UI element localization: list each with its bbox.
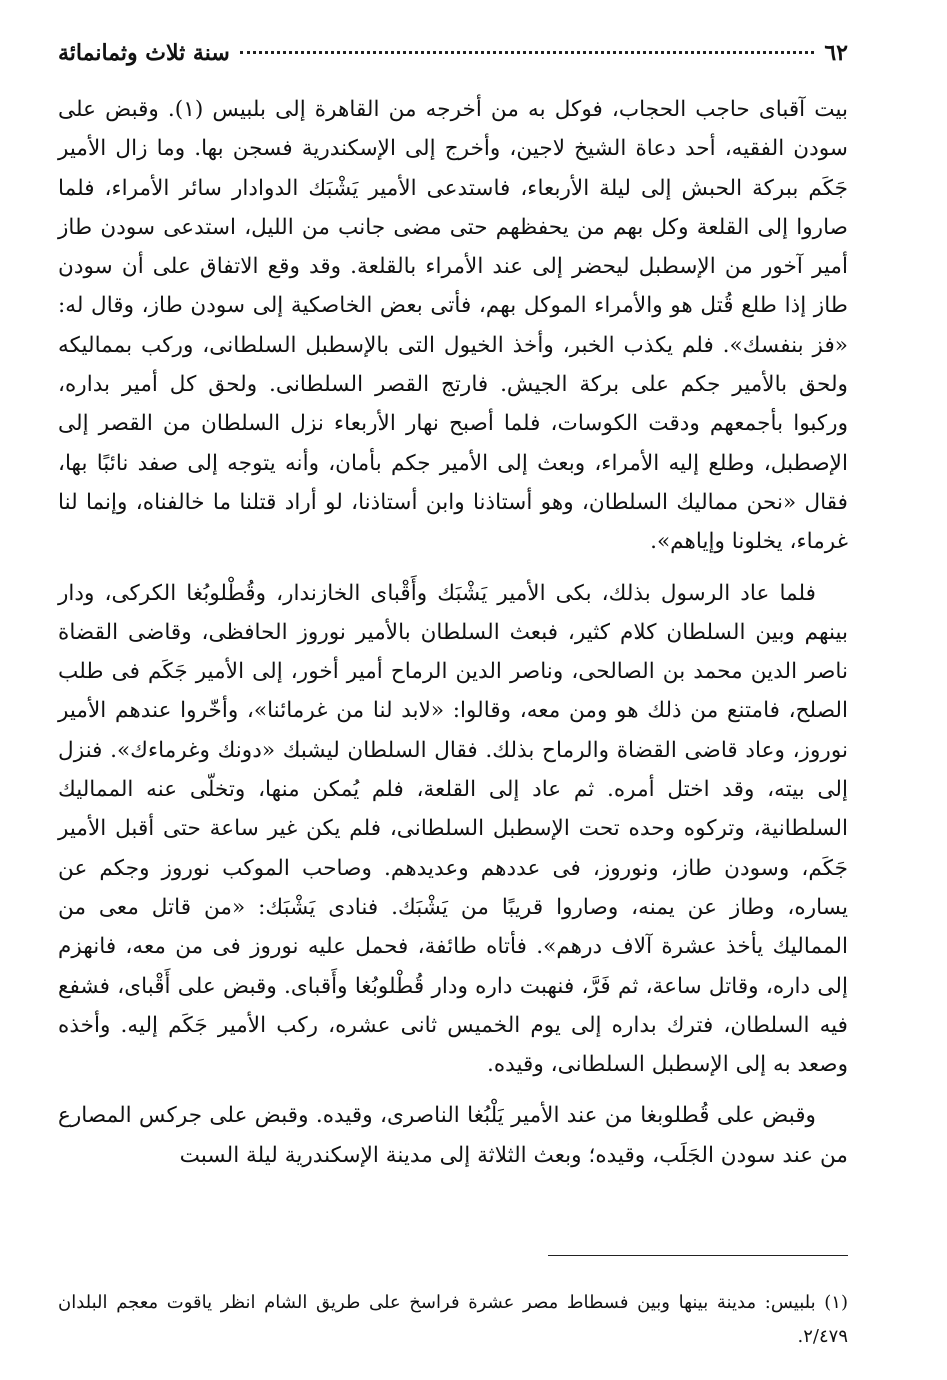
paragraph-1: بيت آقباى حاجب الحجاب، فوكل به من أخرجه من القاهرة إلى بلبيس (١). وقبض على سودن الفقيه، أحد دعاة الشيخ لاجين، وأخرج إلى الإسكندرية فسجن بها. وما زال الأمير جَكَم ببركة الحبش إلى ليلة الأربعاء، فاستدعى الأمير يَشْبَك الدوادار سائر الأمراء، فلما صاروا إلى القلعة وكل بهم من يحفظهم حتى مضى جانب من الليل، استدعى سودن طاز أمير آخور من الإسطبل ليحضر إلى عند الأمراء بالقلعة. وقد وقع الاتفاق على أن سودن طاز إذا طلع قُتل هو والأمراء الموكل بهم، فأتى بعض الخاصكية إلى سودن طاز، وقال له: «فز بنفسك». فلم يكذب الخبر، وأخذ الخيول التى بالإسطبل السلطانى، وركب بمماليكه ولحق بالأمير جكم على بركة الجيش. فارتج القصر السلطانى. ولحق كل أمير بداره، وركبوا بأجمعهم ودقت الكوسات، فلما أصبح نهار الأربعاء نزل السلطان من القصر إلى الإصطبل، وطلع إليه الأمراء، وبعث إلى الأمير جكم بأمان، وأنه يتوجه إلى صفد نائبًا بها، فقال «نحن مماليك السلطان، وهو أستاذنا وابن أستاذنا، لو أراد قتلنا ما خالفناه، وإنما لنا غرماء، يخلونا وإياهم».: [58, 97, 848, 555]
footnote-1: (١) بلبيس: مدينة بينها وبين فسطاط مصر عشرة فراسخ على طريق الشام انظر ياقوت معجم البلدان ٢/٤٧٩.: [58, 1292, 848, 1347]
paragraph-2: فلما عاد الرسول بذلك، بكى الأمير يَشْبَك وأَقْباى الخازندار، وقُطْلوبُغا الكركى، ودار بينهم وبين السلطان كلام كثير، فبعث السلطان بالأمير نوروز الحافظى، وقاضى القضاة ناصر الدين محمد بن الصالحى، وناصر الدين الرماح أمير أخور، إلى الأمير جَكَم فى طلب الصلح، فامتنع من ذلك هو ومن معه، وقالوا: «لابد لنا من غرمائنا»، وأخّروا عندهم الأمير نوروز، وعاد قاضى القضاة والرماح بذلك. فقال السلطان ليشبك «دونك وغرماءك». فنزل إلى بيته، وقد اختل أمره. ثم عاد إلى القلعة، فلم يُمكن منها، وتخلّى عنه المماليك السلطانية، وتركوه وحده تحت الإسطبل السلطانى، فلم يكن غير ساعة حتى أقبل الأمير جَكَم، وسودن طاز، ونوروز، فى عددهم وعديدهم. وصاحب الموكب نوروز وجكم عن يساره، وطاز عن يمنه، وصاروا قريبًا من يَشْبَك. فنادى يَشْبَك: «من قاتل معى من المماليك يأخذ عشرة آلاف درهم». فأتاه طائفة، فحمل عليه نوروز فى من معه، فانهزم إلى داره، وقاتل ساعة، ثم فَرَّ، فنهبت داره ودار قُطْلوبُغا وأَقباى. وقبض على أَقْباى، فشفع فيه السلطان، فترك بداره إلى يوم الخميس ثانى عشره، ركب الأمير جَكَم إليه. وأخذه وصعد به إلى الإسطبل السلطانى، وقيده.: [58, 580, 848, 1078]
body-text: [58, 90, 848, 1175]
footnote-divider: [548, 1255, 848, 1256]
header-leader-dots: [240, 51, 815, 54]
running-title: سنة ثلاث وثمانمائة: [58, 40, 230, 66]
book-page: [58, 40, 848, 1347]
paragraph-3: وقبض على قُطلوبغا من عند الأمير يَلْبُغا الناصرى، وقيده. وقبض على جركس المصارع من عند سودن الجَلَب، وقيده؛ وبعث الثلاثة إلى مدينة الإسكندرية ليلة السبت: [58, 1103, 848, 1168]
page-number: ٦٢: [824, 40, 848, 66]
page-header: [58, 40, 848, 82]
